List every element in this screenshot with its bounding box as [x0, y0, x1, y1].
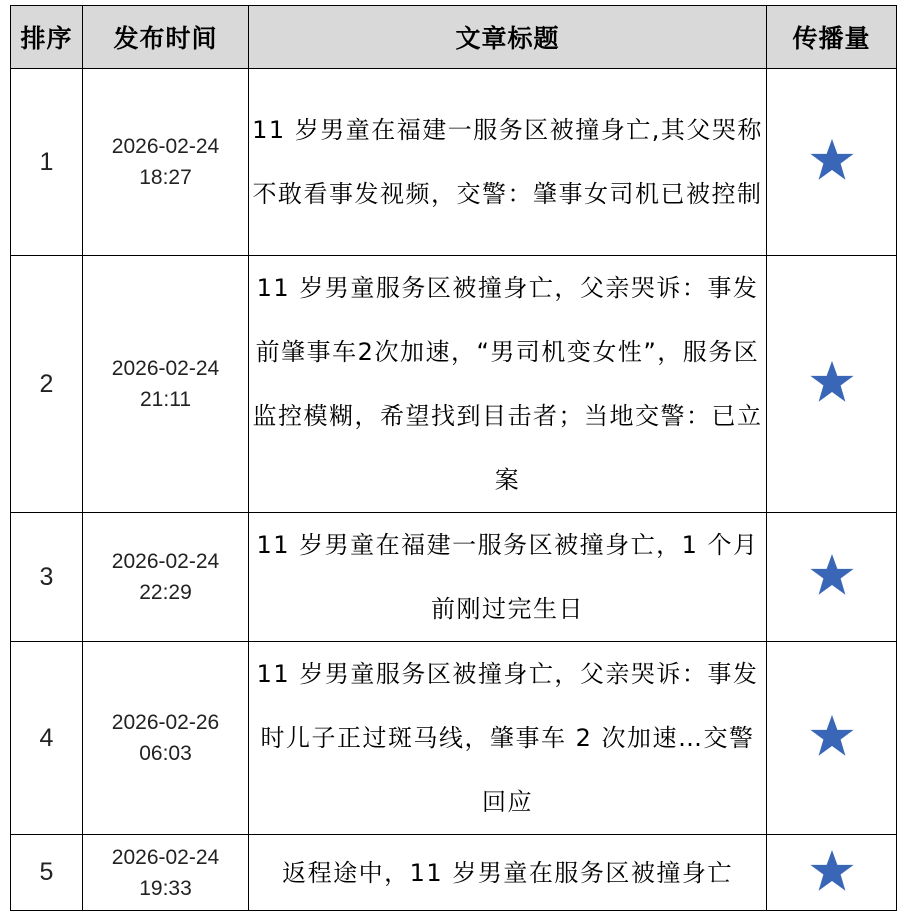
header-row	[11, 6, 897, 69]
star-icon	[809, 849, 855, 893]
star-icon	[809, 138, 855, 182]
publish-clock: 18:27	[139, 166, 192, 189]
table-header	[11, 6, 897, 69]
publish-date: 2026-02-24	[111, 550, 220, 573]
article-spread-table	[10, 5, 897, 911]
table-row	[11, 256, 897, 513]
publish-date: 2026-02-24	[111, 357, 220, 380]
rank-cell: 1	[11, 69, 83, 256]
header-publish-time: 发布时间	[83, 6, 249, 69]
header-spread: 传播量	[767, 6, 897, 69]
table-row	[11, 642, 897, 835]
publish-date: 2026-02-24	[111, 135, 220, 158]
article-title-cell: 11 岁男童在福建一服务区被撞身亡,其父哭称不敢看事发视频，交警：肇事女司机已被控制	[249, 69, 767, 256]
article-title-cell: 返程途中，11 岁男童在服务区被撞身亡	[249, 835, 767, 911]
spread-cell	[767, 256, 897, 513]
rank-cell: 4	[11, 642, 83, 835]
publish-time-cell	[83, 835, 249, 911]
star-icon	[809, 714, 855, 758]
publish-time-cell	[83, 256, 249, 513]
article-title-cell: 11 岁男童在福建一服务区被撞身亡，1 个月前刚过完生日	[249, 513, 767, 642]
table-row	[11, 513, 897, 642]
header-rank: 排序	[11, 6, 83, 69]
publish-clock: 22:29	[139, 581, 192, 604]
header-article-title: 文章标题	[249, 6, 767, 69]
spread-cell	[767, 642, 897, 835]
table-row	[11, 69, 897, 256]
publish-time-cell	[83, 642, 249, 835]
table-row	[11, 835, 897, 911]
publish-date: 2026-02-26	[111, 711, 220, 734]
publish-date: 2026-02-24	[111, 845, 220, 869]
publish-time-cell	[83, 69, 249, 256]
publish-clock: 19:33	[139, 876, 192, 900]
article-title-cell: 11 岁男童服务区被撞身亡，父亲哭诉：事发前肇事车2次加速，“男司机变女性”，服务区监控模糊，希望找到目击者；当地交警：已立案	[249, 256, 767, 513]
article-title-cell: 11 岁男童服务区被撞身亡，父亲哭诉：事发时儿子正过斑马线，肇事车 2 次加速…交警回应	[249, 642, 767, 835]
spread-cell	[767, 835, 897, 911]
rank-cell: 2	[11, 256, 83, 513]
rank-cell: 5	[11, 835, 83, 911]
publish-clock: 06:03	[139, 742, 192, 765]
publish-time-cell	[83, 513, 249, 642]
star-icon	[809, 553, 855, 597]
publish-clock: 21:11	[140, 388, 191, 411]
rank-cell: 3	[11, 513, 83, 642]
spread-cell	[767, 69, 897, 256]
star-icon	[809, 360, 855, 404]
spread-cell	[767, 513, 897, 642]
